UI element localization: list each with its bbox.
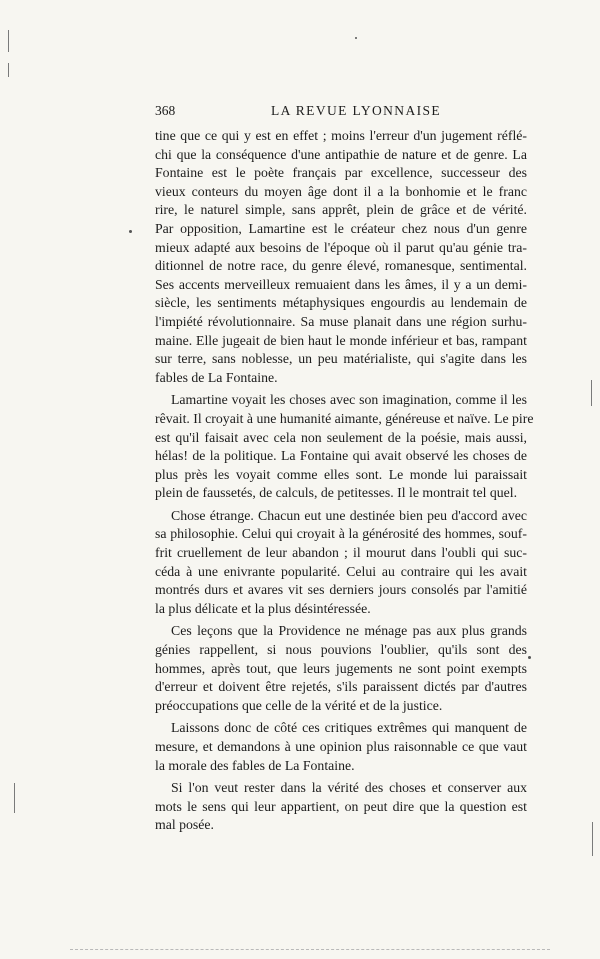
paragraph — [155, 719, 527, 775]
text-line: la morale des fables de La Fontaine. — [155, 757, 355, 773]
text-line: Par opposition, Lamartine est le créateur chez nous d'un genre — [155, 220, 527, 236]
text-line: génies rappellent, si nous pouvions l'oublier, qu'ils sont des — [155, 642, 527, 658]
text-line: plus près les voyait comme elles sont. Le monde lui paraissait — [155, 466, 527, 482]
text-line: mal posée. — [155, 817, 215, 833]
text-line: Lamartine voyait les choses avec son imagination, comme il les — [171, 392, 527, 408]
text-line: Chose étrange. Chacun eut une destinée bien peu d'accord avec — [171, 507, 527, 523]
text-line: Fontaine est le poète français par excellence, successeur des — [155, 165, 527, 181]
paragraph — [155, 507, 527, 619]
text-line: préoccupations que celle de la vérité et de la justice. — [155, 697, 443, 713]
scan-mark — [8, 63, 9, 77]
paragraph — [155, 127, 527, 387]
paragraph — [155, 391, 534, 503]
page-header — [155, 103, 527, 123]
scan-mark — [528, 656, 531, 659]
text-line: hommes, après tout, que leurs jugements ne sont point exempts — [155, 660, 527, 676]
text-line: mots le sens qui leur appartient, on peut dire que la question est — [155, 798, 527, 814]
text-line: mieux adapté aux besoins de l'époque où il parut qu'au génie tra- — [155, 239, 527, 255]
paragraph — [155, 622, 527, 715]
page-number: 368 — [155, 103, 176, 118]
scan-mark — [355, 37, 357, 39]
scan-mark — [8, 30, 9, 52]
body-text — [155, 127, 534, 839]
text-line: est qu'il faisait avec cela non seulement de la poésie, mais aussi, — [155, 429, 527, 445]
text-line: fables de La Fontaine. — [155, 369, 278, 385]
running-title: LA REVUE LYONNAISE — [270, 103, 442, 118]
scan-mark — [14, 783, 15, 813]
text-line: d'erreur et doivent être rejetés, s'ils paraissent dictés par d'autres — [155, 679, 527, 695]
text-line: Ces leçons que la Providence ne ménage pas aux plus grands — [171, 623, 527, 639]
scan-mark — [70, 949, 550, 952]
text-line: chi que la conséquence d'une antipathie de nature et de genre. La — [155, 146, 527, 162]
text-line: montrés durs et avares vit ses derniers jours consolés par l'amitié — [155, 582, 527, 598]
scan-mark — [591, 380, 592, 406]
text-line: vieux conteurs du moyen âge dont il a la bonhomie et le franc — [155, 183, 527, 199]
text-line: l'impiété révolutionnaire. Sa muse planait dans une région surhu- — [155, 313, 527, 329]
text-line: céda à une enivrante popularité. Celui au contraire qui les avait — [155, 563, 527, 579]
text-line: Ses accents merveilleux remuaient dans les âmes, il y a un demi- — [155, 276, 527, 292]
text-line: tine que ce qui y est en effet ; moins l'erreur d'un jugement réflé- — [155, 128, 527, 143]
text-line: sa philosophie. Celui qui croyait à la générosité des hommes, souf- — [155, 526, 527, 542]
text-line: Si l'on veut rester dans la vérité des choses et conserver aux — [171, 780, 527, 796]
text-line: Laissons donc de côté ces critiques extrêmes qui manquent de — [171, 720, 527, 736]
text-line: rêvait. Il croyait à une humanité aimante, généreuse et naïve. Le pire — [155, 410, 534, 426]
text-line: plein de faussetés, de calculs, de petitesses. Il le montrait tel quel. — [155, 485, 518, 501]
text-line: rire, le naturel simple, sans apprêt, plein de grâce et de vérité. — [155, 202, 527, 218]
text-line: frit cruellement de leur abandon ; il mourut dans l'oubli qui suc- — [155, 545, 527, 561]
text-line: la plus délicate et la plus désintéressée. — [155, 600, 371, 616]
text-line: sur terre, sans noblesse, un peu matérialiste, qui s'agite dans les — [155, 351, 527, 367]
text-line: ditionnel de notre race, du genre élevé, romanesque, sentimental. — [155, 258, 527, 274]
text-line: mesure, et demandons à une opinion plus raisonnable ce que vaut — [155, 739, 527, 754]
text-line: siècle, les sentiments métaphysiques engourdis au lendemain de — [155, 295, 527, 311]
paragraph — [155, 779, 527, 835]
scan-mark — [129, 230, 132, 233]
text-line: maine. Elle jugeait de bien haut le monde inférieur et bas, rampant — [155, 332, 527, 348]
scan-mark — [592, 822, 593, 856]
text-line: hélas! de la politique. La Fontaine qui avait observé les choses de — [155, 448, 527, 464]
